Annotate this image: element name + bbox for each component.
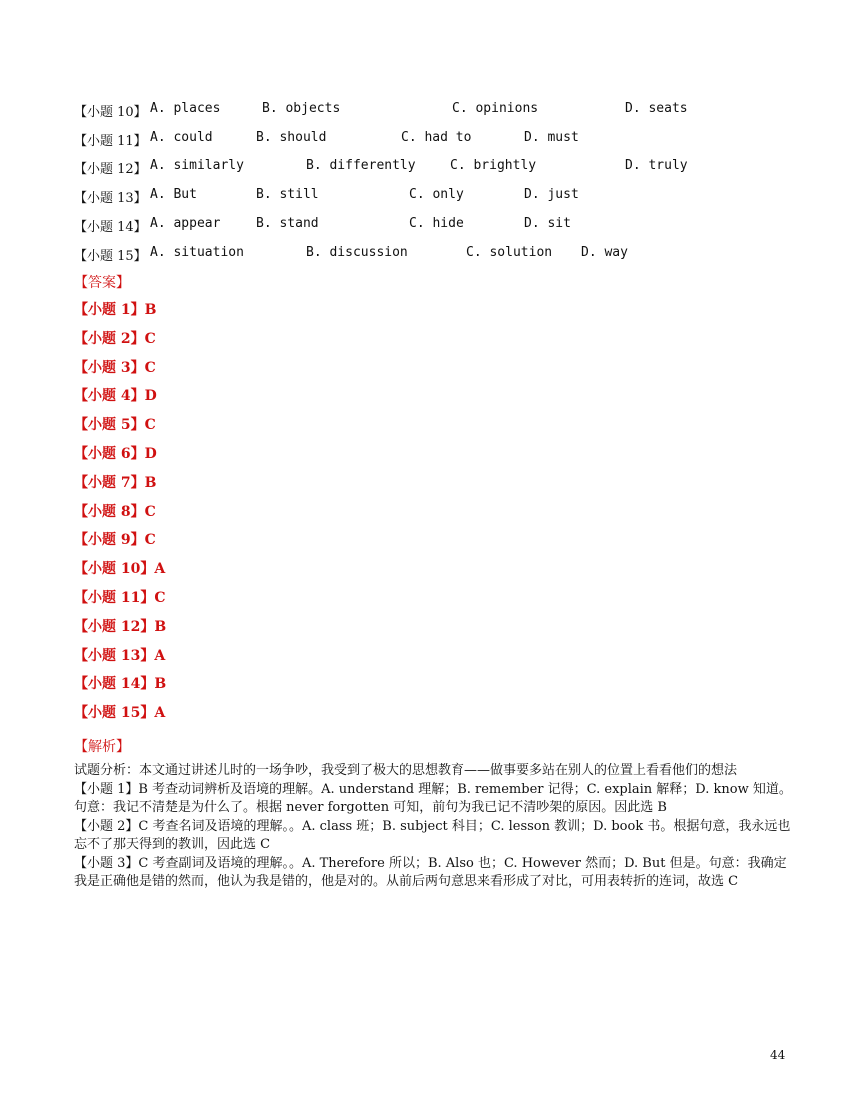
answer-item: 【小题 9】C — [74, 532, 156, 549]
answer-item: 【小题 13】A — [74, 647, 166, 664]
option-d: D. sit — [524, 216, 571, 231]
question-tag: 【小题 11】 — [74, 134, 147, 149]
option-c: C. only — [409, 187, 464, 202]
option-b: B. discussion — [306, 245, 408, 260]
option-c: C. hide — [409, 216, 464, 231]
option-d: D. must — [524, 130, 579, 145]
answer-item: 【小题 7】B — [74, 474, 157, 491]
option-a: A. situation — [150, 245, 244, 260]
analysis-heading: 【解析】 — [74, 739, 130, 755]
option-c: C. had to — [401, 130, 472, 145]
option-d: D. seats — [625, 101, 688, 116]
option-c: C. solution — [466, 245, 553, 260]
option-d: D. truly — [625, 158, 688, 173]
answer-item: 【小题 8】C — [74, 503, 156, 520]
answer-item: 【小题 12】B — [74, 618, 167, 635]
option-b: B. still — [256, 187, 319, 202]
option-b: B. objects — [262, 101, 341, 116]
question-tag: 【小题 12】 — [74, 162, 147, 177]
analysis-summary: 试题分析：本文通过讲述儿时的一场争吵，我受到了极大的思想教育——做事要多站在别人的位置上看看他们的想法 — [74, 763, 738, 778]
option-d: D. way — [581, 245, 628, 260]
option-b: B. should — [256, 130, 327, 145]
answer-item: 【小题 15】A — [74, 705, 166, 722]
option-b: B. differently — [306, 158, 416, 173]
question-tag: 【小题 15】 — [74, 249, 147, 264]
option-a: A. similarly — [150, 158, 244, 173]
answer-item: 【小题 6】D — [74, 445, 157, 462]
question-tag: 【小题 14】 — [74, 220, 147, 235]
answer-item: 【小题 11】C — [74, 589, 166, 606]
answer-heading: 【答案】 — [74, 275, 130, 291]
option-d: D. just — [524, 187, 579, 202]
analysis-item: 【小题 3】C 考查副词及语境的理解。。A. Therefore 所以；B. Also 也；C. However 然而；D. But 但是。句意：我确定我是正确他是错的然而，他认为我是错的，他是对的。从前后两句意思来看形成了对比，可用表转折的连词，故选 C — [74, 855, 787, 889]
analysis-item: 【小题 1】B 考查动词辨析及语境的理解。A. understand 理解；B. remember 记得；C. explain 解释；D. know 知道。句意：我记不清楚是为什么了。根据 never forgotten 可知，前句为我已记不清吵架的原因。因此选 B — [74, 781, 792, 815]
option-a: A. But — [150, 187, 197, 202]
answer-item: 【小题 4】D — [74, 388, 157, 405]
answer-item: 【小题 14】B — [74, 676, 167, 693]
analysis-item: 【小题 2】C 考查名词及语境的理解。。A. class 班；B. subject 科目；C. lesson 教训；D. book 书。根据句意，我永远也忘不了那天得到的教训，因此选 C — [74, 818, 791, 852]
option-c: C. brightly — [450, 158, 537, 173]
page-number: 44 — [770, 1048, 786, 1062]
question-tag: 【小题 10】 — [74, 105, 147, 120]
analysis-body — [74, 762, 792, 892]
answer-item: 【小题 10】A — [74, 561, 166, 578]
answer-item: 【小题 5】C — [74, 417, 156, 434]
option-a: A. could — [150, 130, 213, 145]
option-a: A. appear — [150, 216, 221, 231]
answer-item: 【小题 1】B — [74, 302, 157, 318]
answer-item: 【小题 2】C — [74, 330, 156, 347]
question-tag: 【小题 13】 — [74, 191, 147, 206]
option-a: A. places — [150, 101, 221, 116]
option-c: C. opinions — [452, 101, 539, 116]
option-b: B. stand — [256, 216, 319, 231]
answer-item: 【小题 3】C — [74, 359, 156, 376]
answer-list — [74, 299, 166, 731]
